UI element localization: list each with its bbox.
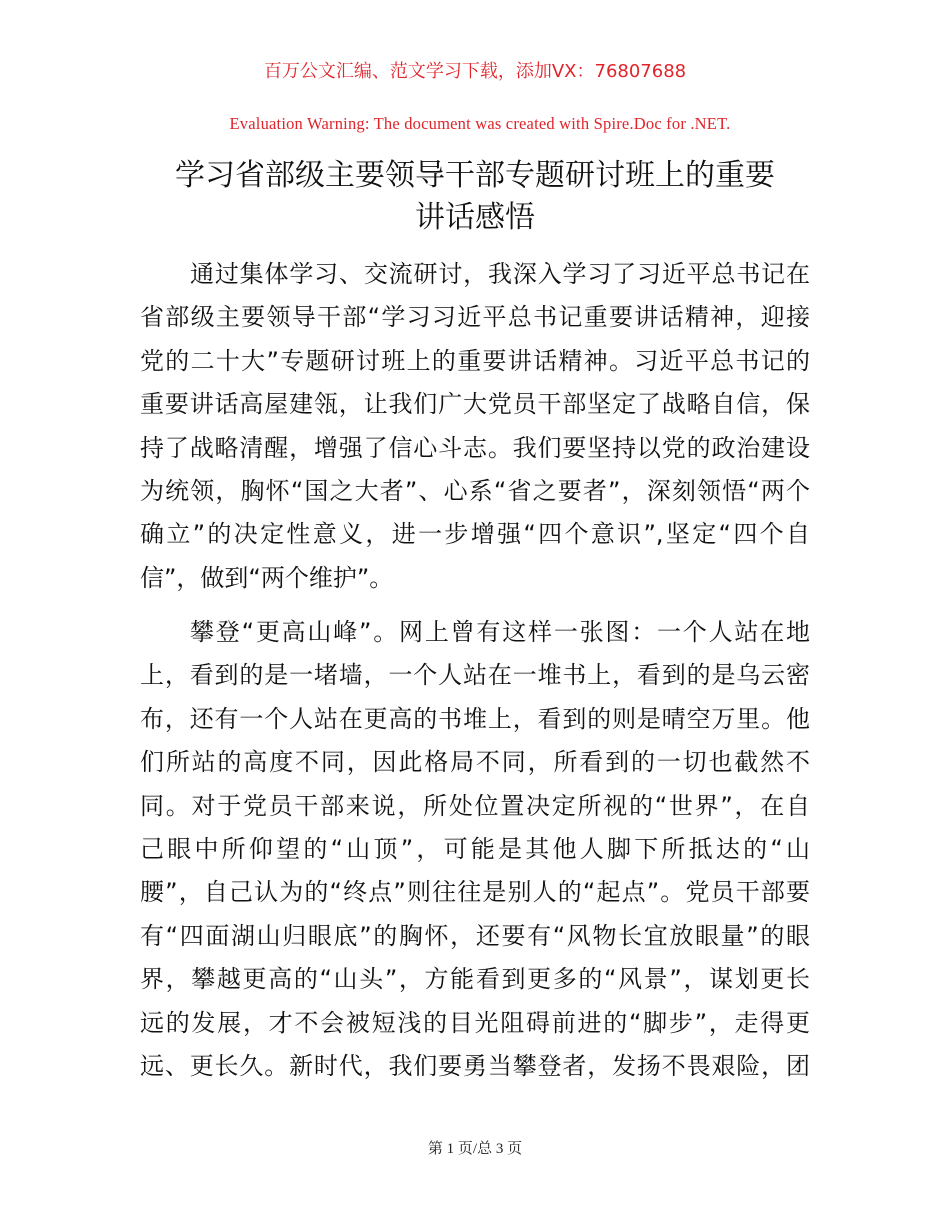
text-line: 们所站的高度不同，因此格局不同，所看到的一切也截然不 <box>140 748 810 777</box>
title-line: 讲话感悟 <box>415 200 535 235</box>
promo-header: 百万公文汇编、范文学习下载，添加VX：76807688 <box>263 61 687 82</box>
text-line: 界，攀越更高的“山头”，方能看到更多的“风景”，谋划更长 <box>140 965 810 994</box>
text-line: 通过集体学习、交流研讨，我深入学习了习近平总书记在 <box>190 260 810 288</box>
text-line: 腰”，自己认为的“终点”则往往是别人的“起点”。党员干部要 <box>140 878 810 907</box>
page-number: 第 1 页/总 3 页 <box>427 1141 523 1157</box>
text-line: 远、更长久。新时代，我们要勇当攀登者，发扬不畏艰险，团 <box>140 1051 810 1080</box>
text-line: 同。对于党员干部来说，所处位置决定所视的“世界”，在自 <box>140 791 810 820</box>
text-line: 远的发展，才不会被短浅的目光阻碍前进的“脚步”，走得更 <box>140 1008 810 1037</box>
text-line: 攀登“更高山峰”。网上曾有这样一张图：一个人站在地 <box>190 618 810 646</box>
document-title <box>140 155 810 239</box>
text-line: 有“四面湖山归眼底”的胸怀，还要有“风物长宜放眼量”的眼 <box>140 921 810 950</box>
text-line: 布，还有一个人站在更高的书堆上，看到的则是晴空万里。他 <box>140 704 810 733</box>
text-line: 持了战略清醒，增强了信心斗志。我们要坚持以党的政治建设 <box>140 433 810 462</box>
text-line: 信”，做到“两个维护”。 <box>140 563 394 592</box>
text-line: 确立”的决定性意义，进一步增强“四个意识”,坚定“四个自 <box>140 520 810 549</box>
text-line: 己眼中所仰望的“山顶”，可能是其他人脚下所抵达的“山 <box>140 834 810 863</box>
text-line: 为统领，胸怀“国之大者”、心系“省之要者”，深刻领悟“两个 <box>140 476 810 505</box>
text-line: 上，看到的是一堵墙，一个人站在一堆书上，看到的是乌云密 <box>140 661 810 690</box>
text-line: 重要讲话高屋建瓴，让我们广大党员干部坚定了战略自信，保 <box>140 390 810 419</box>
paragraph-1 <box>140 253 810 600</box>
text-line: 省部级主要领导干部“学习习近平总书记重要讲话精神，迎接 <box>140 303 810 332</box>
title-line: 学习省部级主要领导干部专题研讨班上的重要 <box>175 158 775 193</box>
evaluation-warning: Evaluation Warning: The document was created with Spire.Doc for .NET. <box>229 114 731 133</box>
paragraph-2 <box>140 611 810 1088</box>
text-line: 党的二十大”专题研讨班上的重要讲话精神。习近平总书记的 <box>140 346 810 375</box>
